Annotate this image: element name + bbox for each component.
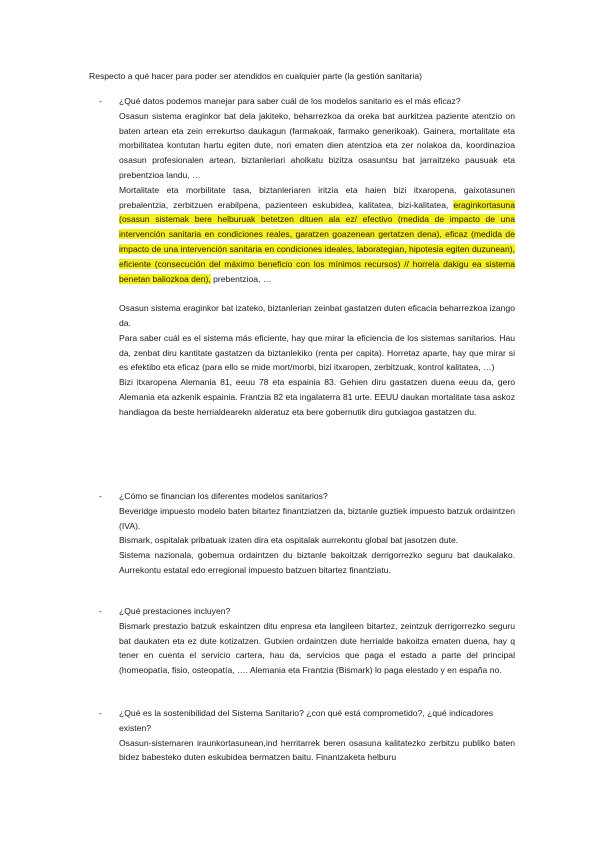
text-span: Mortalitate eta morbilitate tasa, biztanleriaren iritzia eta haien bizi itxaropena, gaixotasunen prebalentzia, zerbitzuen erabilpena, pazienteen eskubidea, kalitatea, bizi-kalitatea, [119,184,515,210]
question-heading: ¿Qué datos podemos manejar para saber cuál de los modelos sanitario es el más eficaz? [119,96,461,106]
text-span: prebentzioa, … [210,273,272,284]
paragraph: Bismark, ospitalak pribatuak izaten dira eta ospitalak aurrekontu global bat jasotzen dute. [119,535,459,546]
bullet-marker: - [99,491,102,501]
paragraph: Beveridge impuesto modelo baten bitartez finantziatzen da, biztanle guztiek impuesto batzuk ordaintzen (IVA). [119,505,515,531]
section-body [119,489,515,578]
paragraph: Para saber cuál es el sistema más eficiente, hay que mirar la eficiencia de los sistemas sanitarios. Hau da, zenbat diru kantitate gastatzen da biztanlekiko (renta per capita). Horretaz aparte, hay que mirar si es efektibo eta eficaz (para ello se mide mort/morbi, bizi itxaropen, zerbitzuak, kontrol kalitatea, …) [119,332,515,373]
question-heading: ¿Cómo se financian los diferentes modelos sanitarios? [119,491,328,501]
paragraph: Osasun sistema eraginkor bat dela jakiteko, beharrezkoa da oreka bat aurkitzea paziente atentzio on baten artean eta zein errekurtso daukagun (farmakoak, farmako generikoak). Gainera, mortalitate eta morbilitatea kontutan hartu egiten dute, nori ematen dien atentzioa eta zer nolakoa da, koordinazioa osasun profesionalen artean, biztanleriari aholkatu bizitza osasuntsu bat jarraitzeko pausuak eta prebentzioa landu, … [119,110,515,180]
paragraph-highlighted [119,183,515,287]
highlighted-text: eraginkortasuna (osasun sistemak bere helburuak betetzen dituen ala ez/ efectivo (medida de impacto de una intervención sanitaria en condiciones reales, garatzen goazenean gertatzen dena), eficaz (medida de impacto de una intervención sanitaria en condiciones ideales, laborategian, hipotesia egiten duzunean), eficiente (consecución del máximo beneficio con los mínimos recursos) // horrela dakigu ea sistema benetan baliozkoa den), [119,199,515,284]
section-body [119,94,515,420]
paragraph: Osasun-sistemaren iraunkortasunean,ind herritarrek beren osasuna kalitatezko zerbitzu publiko baten bidez babesteko duten eskubidea bermatzen baitu. Finantzaketa helburu [119,737,515,763]
question-heading: ¿Qué es la sostenibilidad del Sistema Sanitario? ¿con qué está comprometido?, ¿qué indicadores existen? [119,708,494,733]
paragraph: Bismark prestazio batzuk eskaintzen ditu enpresa eta langileen bitartez, zeintzuk derrigorrezko seguru bat daukaten eta ez dute kotizatzen. Gutxien ordaintzen dute herrialde bakoitza ematen duena, hay q tener en cuenta el servicio cartera, hau da, servicios que paga el estado a parte del principal (homeopatía, fisio, osteopatía, …. Alemania eta Frantzia (Bismark) lo paga elestado y en españa no. [119,620,515,676]
paragraph: Osasun sistema eraginkor bat izateko, biztanlerian zeinbat gastatzen duten eficacia beharrezkoa izango da. [119,303,515,328]
paragraph: Bizi itxaropena Alemania 81, eeuu 78 eta espainia 83. Gehien diru gastatzen duena eeuu da, gero Alemania eta azkenik espainia. Frantzia 82 eta ingalaterra 81 urte. EEUU daukan mortalitate tasa askoz handiagoa da beste herrialdearekn alderatuz eta bere gobernutik diru gutxiagoa gastatzen du. [119,377,515,417]
paragraph: Sistema nazionala, gobernua ordaintzen du biztanle bakoitzak derrigorrezko seguru bat daukalako. Aurrekontu estatal edo erregional impuesto batzuen bitartez finantziatu. [119,550,515,575]
section-body [119,604,515,678]
section-body [119,706,515,765]
document-title: Respecto a qué hacer para poder ser atendidos en cualquier parte (la gestión sanitaria) [89,71,422,81]
bullet-marker: - [99,708,102,718]
bullet-marker: - [99,96,102,106]
question-heading: ¿Qué prestaciones incluyen? [119,606,231,616]
bullet-marker: - [99,606,102,616]
